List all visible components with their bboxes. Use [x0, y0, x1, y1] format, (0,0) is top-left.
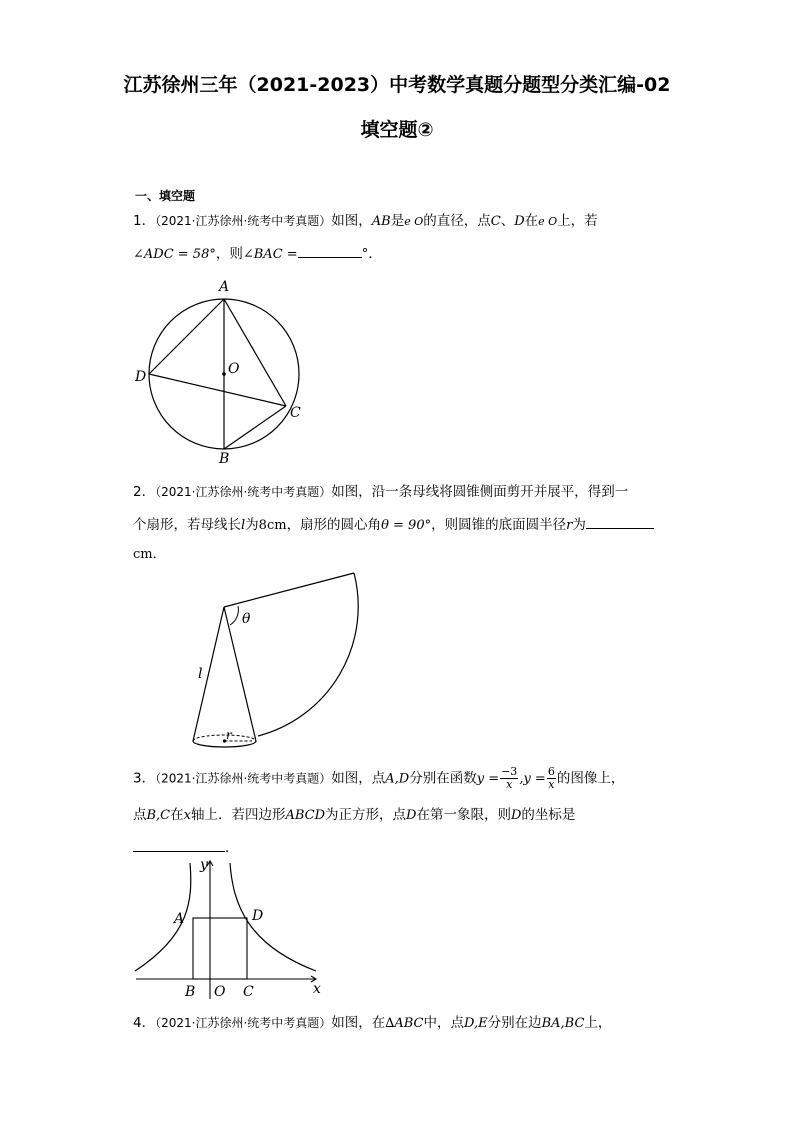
math-term: ∠BAC =: [242, 247, 298, 262]
question-source: （2021·江苏徐州·统考中考真题）: [155, 485, 332, 499]
math-term: D: [510, 808, 522, 823]
question-source: （2021·江苏徐州·统考中考真题）: [155, 1016, 332, 1030]
question-3: [133, 766, 673, 791]
math-term: D: [406, 808, 417, 823]
math-term: y =: [476, 771, 500, 787]
angle-arc: [230, 606, 238, 625]
answer-blank[interactable]: [133, 837, 225, 852]
label-b: B: [185, 984, 196, 1000]
question-1-line2: [133, 243, 673, 265]
question-text: 如图，点: [331, 770, 386, 787]
math-term: BA,BC: [541, 1016, 585, 1031]
numerator: −3: [501, 765, 518, 778]
label-c: C: [243, 984, 254, 1000]
question-text: 上，若: [557, 213, 598, 229]
label-a: A: [219, 279, 230, 295]
question-2-line2: [133, 514, 673, 536]
label-d: D: [252, 908, 264, 924]
question-text: 如图，在: [331, 1015, 386, 1031]
math-term: D: [514, 214, 525, 229]
chord-dc: [149, 374, 286, 406]
question-text: °．: [361, 246, 382, 262]
question-text: cm．: [133, 547, 166, 562]
math-term: e O: [404, 215, 424, 228]
hyperbola-right: [230, 863, 316, 971]
question-text: 的图像上，: [556, 770, 625, 787]
question-text: ，则圆锥的底面圆半径: [431, 517, 567, 533]
label-o: O: [214, 984, 226, 1000]
question-text: 是: [390, 213, 405, 229]
question-text: 为: [572, 517, 586, 533]
question-text: 如图，: [331, 213, 372, 229]
center-point: [222, 372, 226, 376]
question-text: ．: [225, 840, 239, 856]
math-term: ,: [519, 771, 524, 787]
question-text: 如图，沿一条母线将圆锥侧面剪开并展平，得到一: [331, 484, 629, 500]
sector-radius-top: [224, 573, 354, 607]
question-text: 中，点: [423, 1015, 464, 1031]
label-r: r: [226, 728, 232, 742]
math-term: 8cm: [258, 518, 287, 533]
math-term: B,C: [146, 808, 171, 823]
fraction-neg3-over-x: [500, 766, 518, 791]
question-text: 为正方形，点: [325, 807, 407, 823]
question-text: 点: [133, 807, 147, 823]
fraction-6-over-x: [547, 766, 556, 791]
document-title: 江苏徐州三年（2021-2023）中考数学真题分题型分类汇编-02: [123, 74, 671, 96]
question-text: 上，: [584, 1015, 612, 1031]
answer-blank[interactable]: [586, 514, 654, 529]
math-term: e O: [538, 215, 558, 228]
question-text: ，扇形的圆心角: [286, 517, 382, 533]
question-number: 2．: [133, 484, 156, 500]
math-term: ∠ADC = 58°: [133, 247, 216, 262]
math-term: ∆ABC: [385, 1016, 424, 1031]
document-subtitle: 填空题②: [360, 119, 434, 141]
label-y: y: [200, 857, 208, 873]
label-x: x: [313, 981, 321, 997]
label-theta: θ: [242, 611, 251, 627]
math-term: l: [241, 518, 246, 533]
question-text: 在: [170, 807, 184, 823]
question-text: 、: [500, 213, 515, 229]
question-2: [133, 482, 673, 502]
label-l: l: [198, 666, 203, 682]
question-text: 在第一象限，则: [416, 807, 511, 823]
label-c: C: [290, 405, 301, 421]
question-source: （2021·江苏徐州·统考中考真题）: [155, 771, 332, 786]
math-term: A,D: [385, 771, 410, 787]
question-3-line2: [133, 805, 673, 826]
math-term: y =: [523, 771, 546, 787]
label-a: A: [174, 911, 185, 927]
question-text: 的直径，点: [423, 213, 491, 229]
label-o: O: [228, 361, 240, 377]
question-text: 分别在函数: [409, 770, 477, 787]
math-term: x: [183, 808, 191, 823]
question-number: 1．: [133, 213, 156, 229]
label-b: B: [219, 451, 230, 465]
chord-ac: [224, 299, 286, 406]
question-text: 分别在边: [487, 1015, 542, 1031]
question-source: （2021·江苏徐州·统考中考真题）: [155, 214, 332, 228]
math-term: θ = 90°: [381, 518, 432, 533]
chord-ad: [149, 299, 224, 374]
section-heading: 一、填空题: [135, 189, 196, 203]
circle-figure: [135, 275, 335, 465]
math-term: AB: [371, 214, 391, 229]
question-text: 个扇形，若母线长: [133, 517, 241, 533]
question-number: 3．: [133, 770, 156, 787]
question-text: ，则: [215, 246, 243, 262]
math-term: r: [566, 518, 573, 533]
hyperbola-square-figure: [130, 855, 330, 1005]
question-text: 为: [245, 517, 259, 533]
math-term: D,E: [463, 1016, 488, 1031]
math-term: C: [490, 214, 501, 229]
math-term: ABCD: [285, 808, 326, 823]
denominator: x: [548, 778, 555, 791]
answer-blank[interactable]: [298, 243, 362, 258]
question-text: 轴上．若四边形: [190, 807, 286, 823]
label-d: D: [135, 369, 147, 385]
question-2-line3: [133, 544, 673, 565]
cone-slant-right: [224, 607, 256, 741]
question-4: [133, 1013, 673, 1034]
numerator: 6: [547, 765, 555, 778]
question-number: 4．: [133, 1015, 156, 1031]
question-text: 在: [524, 213, 539, 229]
question-1: [133, 211, 673, 232]
question-text: 的坐标是: [521, 807, 576, 823]
denominator: x: [506, 778, 513, 791]
sector-arc: [258, 573, 358, 736]
square-abcd: [193, 918, 247, 979]
cone-sector-figure: [190, 568, 380, 758]
